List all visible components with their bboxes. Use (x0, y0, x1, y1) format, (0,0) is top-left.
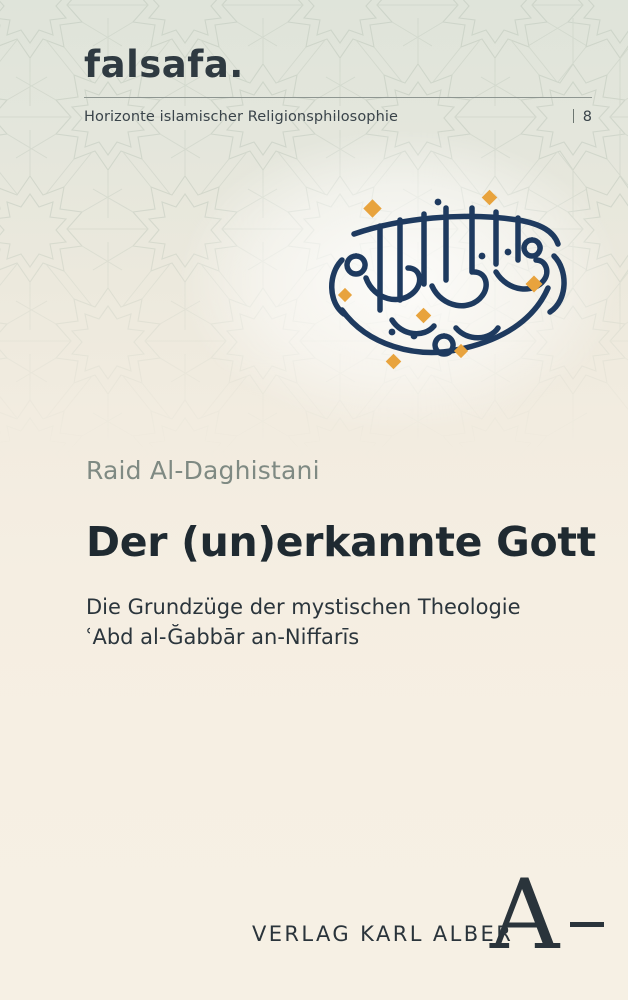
publisher-name: VERLAG KARL ALBER (252, 922, 514, 946)
series-name: falsafa. (84, 43, 244, 86)
series-subtitle: Horizonte islamischer Religionsphilosophie (84, 109, 399, 125)
book-subtitle-line-1: Die Grundzüge der mystischen Theologie (86, 595, 521, 619)
series-subtitle-row (84, 97, 592, 125)
series-header (84, 43, 596, 125)
series-volume (573, 107, 592, 125)
vertical-divider (573, 109, 574, 123)
svg-text:A: A (490, 866, 560, 966)
series-volume-number: 8 (582, 109, 592, 125)
book-subtitle (86, 593, 521, 653)
book-title: Der (un)erkannte Gott (86, 518, 596, 566)
book-subtitle-line-2: ʿAbd al-Ğabbār an-Niffarīs (86, 624, 360, 649)
publisher-logo-icon (488, 866, 606, 966)
author-name: Raid Al-Daghistani (86, 456, 320, 485)
arabic-calligraphy-ornament-icon (296, 160, 596, 390)
